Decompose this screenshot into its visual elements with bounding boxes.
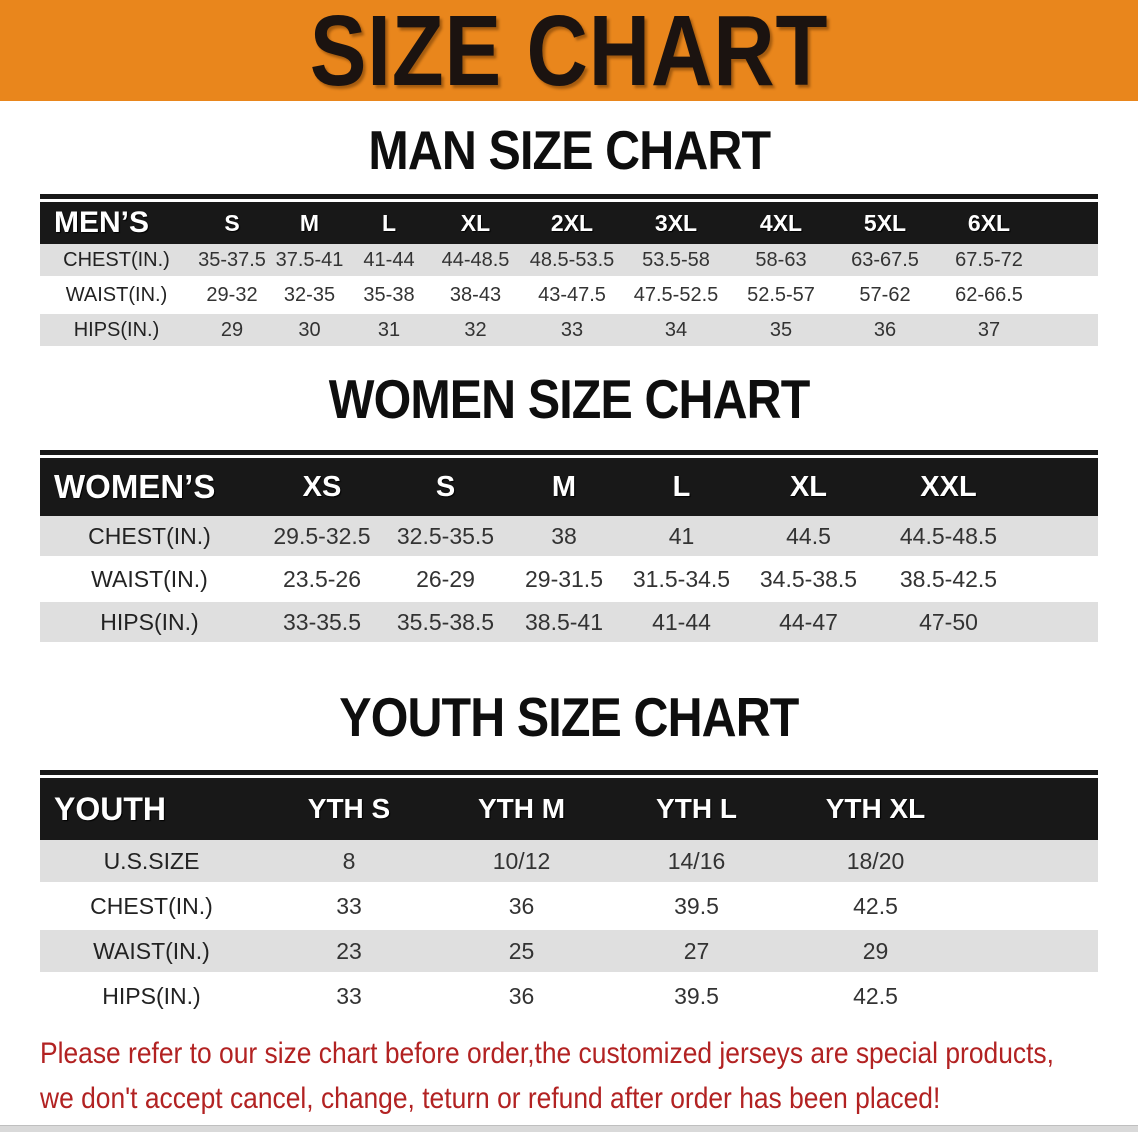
youth-row-ussize	[40, 840, 1098, 882]
men-row-hips	[40, 314, 1098, 346]
cell: 38	[551, 522, 577, 549]
cell: 29-31.5	[524, 565, 603, 592]
cell: 33-35.5	[282, 608, 361, 635]
youth-section-heading-wrap	[0, 686, 1138, 748]
header-cell: M	[551, 470, 577, 503]
cell: 34	[664, 318, 688, 341]
youth-table-header-row	[40, 778, 1098, 840]
women-row-hips	[40, 602, 1098, 642]
cell: 53.5-58	[642, 248, 710, 271]
women-row-waist	[40, 559, 1098, 599]
cell: 34.5-38.5	[759, 565, 858, 592]
table-top-border	[40, 450, 1098, 455]
row-label: WAIST(IN.)	[93, 937, 210, 964]
women-section-heading-wrap	[0, 368, 1138, 430]
cell: 52.5-57	[747, 283, 815, 306]
youth-section-heading: YOUTH SIZE CHART	[339, 686, 799, 748]
cell: 32-35	[283, 283, 336, 306]
cell: 42.5	[853, 892, 898, 919]
header-cell: M	[299, 209, 320, 236]
cell: 41-44	[363, 248, 415, 271]
cell: 23.5-26	[282, 565, 361, 592]
header-cell: 6XL	[967, 209, 1011, 236]
women-size-table	[40, 450, 1098, 642]
header-cell: YTH M	[477, 793, 566, 824]
header-cell: YTH XL	[825, 793, 926, 824]
header-cell: L	[381, 209, 397, 236]
youth-row-waist	[40, 930, 1098, 972]
header-cell: 3XL	[654, 209, 698, 236]
cell: 39.5	[674, 892, 719, 919]
cell: 33	[336, 892, 362, 919]
cell: 44.5-48.5	[899, 522, 998, 549]
cell: 29-32	[206, 283, 258, 306]
cell: 26-29	[416, 565, 475, 592]
row-label: CHEST(IN.)	[63, 248, 170, 271]
men-row-chest	[40, 244, 1098, 276]
cell: 35-38	[363, 283, 415, 306]
row-label: HIPS(IN.)	[73, 318, 160, 341]
cell: 38.5-42.5	[899, 565, 998, 592]
disclaimer	[40, 1031, 1138, 1121]
row-label: HIPS(IN.)	[102, 982, 201, 1009]
cell: 42.5	[853, 982, 898, 1009]
cell: 36	[508, 982, 535, 1009]
cell: 35-37.5	[198, 248, 266, 271]
header-cell: XXL	[920, 470, 977, 503]
banner-title: SIZE CHART	[309, 0, 829, 107]
cell: 37.5-41	[275, 248, 344, 271]
youth-table-title: YOUTH	[54, 790, 166, 827]
cell: 43-47.5	[538, 283, 606, 306]
header-cell: S	[224, 209, 240, 236]
cell: 38-43	[449, 283, 502, 306]
women-table-title: WOMEN’S	[54, 468, 216, 505]
header-cell: S	[435, 470, 456, 503]
cell: 63-67.5	[851, 248, 919, 271]
cell: 36	[873, 318, 897, 341]
cell: 14/16	[667, 847, 726, 874]
cell: 41	[668, 522, 695, 549]
cell: 44-47	[779, 608, 838, 635]
row-label: WAIST(IN.)	[65, 283, 168, 306]
cell: 10/12	[492, 847, 551, 874]
women-section-heading: WOMEN SIZE CHART	[328, 368, 810, 430]
youth-size-table	[40, 770, 1098, 1017]
table-top-border	[40, 770, 1098, 775]
cell: 29	[862, 937, 889, 964]
cell: 58-63	[755, 248, 807, 271]
header-cell: YTH S	[307, 793, 391, 824]
women-row-chest	[40, 516, 1098, 556]
header-cell: L	[672, 470, 691, 503]
header-cell: XS	[302, 470, 342, 503]
cell: 41-44	[652, 608, 711, 635]
banner	[0, 0, 1138, 107]
cell: 18/20	[846, 847, 905, 874]
men-section-heading: MAN SIZE CHART	[368, 119, 770, 181]
cell: 39.5	[674, 982, 719, 1009]
bottom-edge-strip	[0, 1125, 1138, 1132]
table-top-border	[40, 194, 1098, 199]
cell: 27	[683, 937, 710, 964]
cell: 47.5-52.5	[633, 283, 719, 306]
cell: 30	[298, 318, 321, 341]
cell: 29.5-32.5	[273, 522, 371, 549]
cell: 33	[560, 318, 584, 341]
row-label: CHEST(IN.)	[88, 522, 211, 549]
cell: 25	[508, 937, 535, 964]
cell: 32.5-35.5	[396, 522, 495, 549]
cell: 29	[220, 318, 244, 341]
cell: 37	[977, 318, 1001, 341]
cell: 57-62	[859, 283, 911, 306]
cell: 33	[336, 982, 362, 1009]
row-label: WAIST(IN.)	[91, 565, 208, 592]
cell: 62-66.5	[955, 283, 1023, 306]
header-cell: 2XL	[550, 209, 594, 236]
cell: 48.5-53.5	[529, 248, 615, 271]
cell: 32	[464, 318, 487, 341]
cell: 36	[508, 892, 535, 919]
row-label: CHEST(IN.)	[90, 892, 213, 919]
cell: 35.5-38.5	[396, 608, 495, 635]
cell: 31	[377, 318, 401, 341]
cell: 31.5-34.5	[632, 565, 731, 592]
header-cell: YTH L	[656, 793, 737, 824]
men-row-waist	[40, 279, 1098, 311]
youth-row-chest	[40, 885, 1098, 927]
header-cell: XL	[789, 470, 828, 503]
cell: 8	[342, 847, 356, 874]
cell: 23	[336, 937, 362, 964]
header-cell: 5XL	[863, 209, 907, 236]
men-section-heading-wrap	[0, 119, 1138, 181]
cell: 38.5-41	[524, 608, 603, 635]
row-label: HIPS(IN.)	[100, 608, 199, 635]
men-table-header-row	[40, 202, 1098, 244]
cell: 44.5	[786, 522, 831, 549]
disclaimer-line-2: we don't accept cancel, change, teturn or refund after order has been placed!	[40, 1082, 941, 1115]
cell: 44-48.5	[441, 248, 510, 271]
row-label: U.S.SIZE	[103, 847, 200, 874]
cell: 47-50	[919, 608, 978, 635]
header-cell: XL	[460, 209, 491, 236]
cell: 67.5-72	[955, 248, 1023, 271]
women-table-header-row	[40, 458, 1098, 516]
header-cell: 4XL	[759, 209, 803, 236]
men-size-table	[40, 194, 1098, 346]
disclaimer-line-1: Please refer to our size chart before order,the customized jerseys are special products,	[40, 1037, 1054, 1070]
men-table-title: MEN’S	[54, 206, 150, 239]
youth-row-hips	[40, 975, 1098, 1017]
cell: 35	[769, 318, 793, 341]
